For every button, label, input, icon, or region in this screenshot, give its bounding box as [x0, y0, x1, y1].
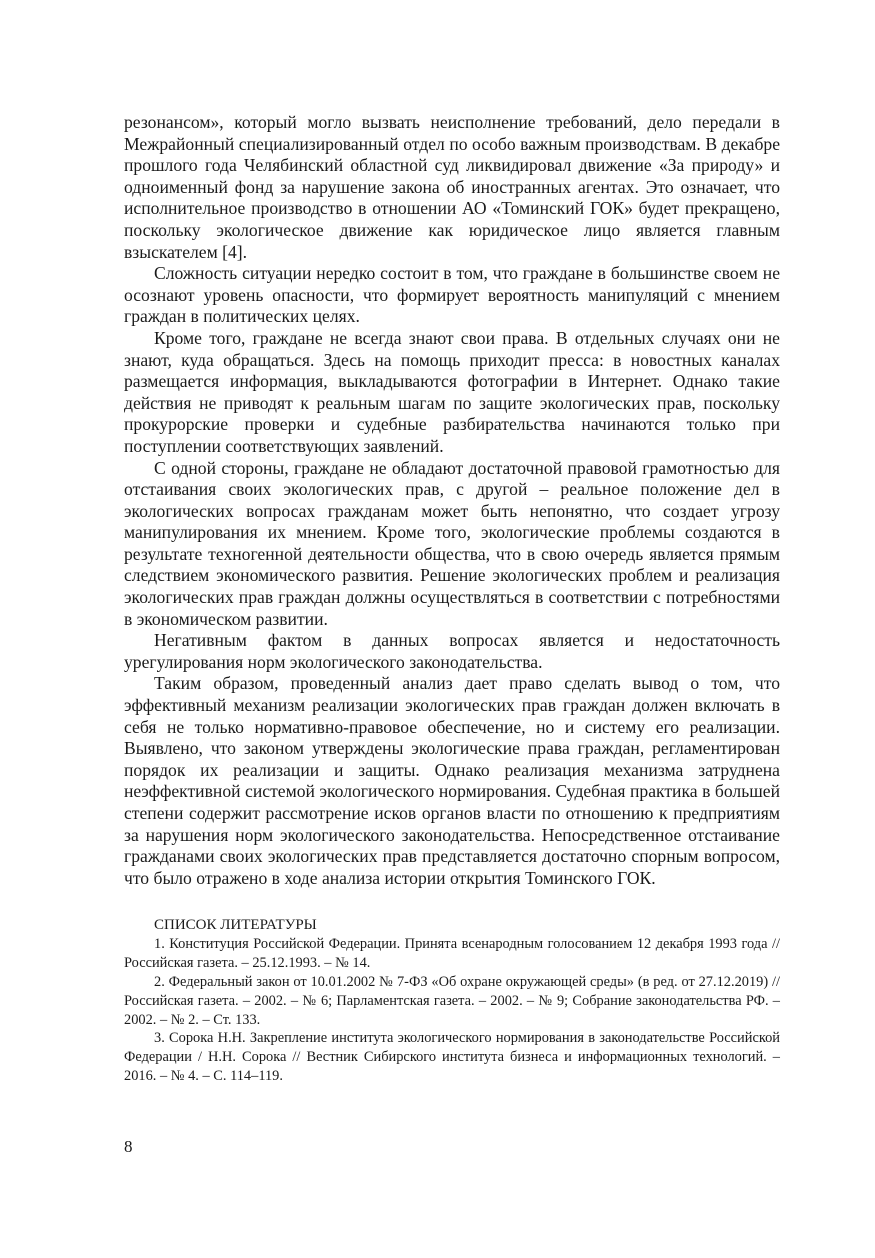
- reference-item: 1. Конституция Российской Федерации. Принята всенародным голосованием 12 декабря 1993 года // Российская газета. – 25.12.1993. – № 14.: [124, 936, 780, 972]
- paragraph: Сложность ситуации нередко состоит в том, что граждане в большинстве своем не осознают уровень опасности, что формирует вероятность манипуляций с мнением граждан в политических целях.: [124, 263, 780, 327]
- paragraph: С одной стороны, граждане не обладают достаточной правовой грамотностью для отстаивания своих экологических прав, с другой – реальное положение дел в экологических вопросах гражданам может быть непонятно, что создает угрозу манипулирования их мнением. Кроме того, экологические проблемы создаются в результате техногенной деятельности общества, что в свою очередь является прямым следствием экономического развития. Решение экологических проблем и реализация экологических прав граждан должны осуществляться в соответствии с потребностями в экономическом развитии.: [124, 457, 780, 629]
- reference-item: 2. Федеральный закон от 10.01.2002 № 7-ФЗ «Об охране окружающей среды» (в ред. от 27.12.2019) // Российская газета. – 2002. – № 6; Парламентская газета. – 2002. – № 9; Собрание законодательства РФ. – 2002. – № 2. – Ст. 133.: [124, 973, 780, 1028]
- paragraph-continuation: резонансом», который могло вызвать неисполнение требований, дело передали в Межрайонный специализированный отдел по особо важным производствам. В декабре прошлого года Челябинский областной суд ликвидировал движение «За природу» и одноименный фонд за нарушение закона об иностранных агентах. Это означает, что исполнительное производство в отношении АО «Томинский ГОК» будет прекращено, поскольку экологическое движение как юридическое лицо является главным взыскателем [4].: [124, 112, 780, 262]
- body-text: [124, 112, 780, 889]
- reference-list: [124, 916, 780, 1085]
- paragraph: Кроме того, граждане не всегда знают свои права. В отдельных случаях они не знают, куда обращаться. Здесь на помощь приходит пресса: в новостных каналах размещается информация, выкладываются фотографии в Интернет. Однако такие действия не приводят к реальным шагам по защите экологических прав, поскольку прокурорские проверки и судебные разбирательства начинаются только при поступлении соответствующих заявлений.: [124, 327, 780, 456]
- paragraph: Таким образом, проведенный анализ дает право сделать вывод о том, что эффективный механизм реализации экологических прав граждан должен включать в себя не только нормативно-правовое обеспечение, но и систему его реализации. Выявлено, что законом утверждены экологические права граждан, регламентирован порядок их реализации и защиты. Однако реализация механизма затруднена неэффективной системой экологического нормирования. Судебная практика в большей степени содержит рассмотрение исков органов власти по отношению к предприятиям за нарушения норм экологического законодательства. Непосредственное отстаивание гражданами своих экологических прав представляется достаточно спорным вопросом, что было отражено в ходе анализа истории открытия Томинского ГОК.: [124, 673, 780, 888]
- page-number: 8: [124, 1137, 133, 1156]
- reference-item: 3. Сорока Н.Н. Закрепление института экологического нормирования в законодательстве Российской Федерации / Н.Н. Сорока // Вестник Сибирского института бизнеса и информационных технологий. – 2016. – № 4. – С. 114–119.: [124, 1030, 780, 1084]
- paragraph: Негативным фактом в данных вопросах является и недостаточность урегулирования норм экологического законодательства.: [124, 630, 780, 672]
- document-page: [124, 112, 780, 1086]
- reference-list-heading: СПИСОК ЛИТЕРАТУРЫ: [154, 917, 317, 934]
